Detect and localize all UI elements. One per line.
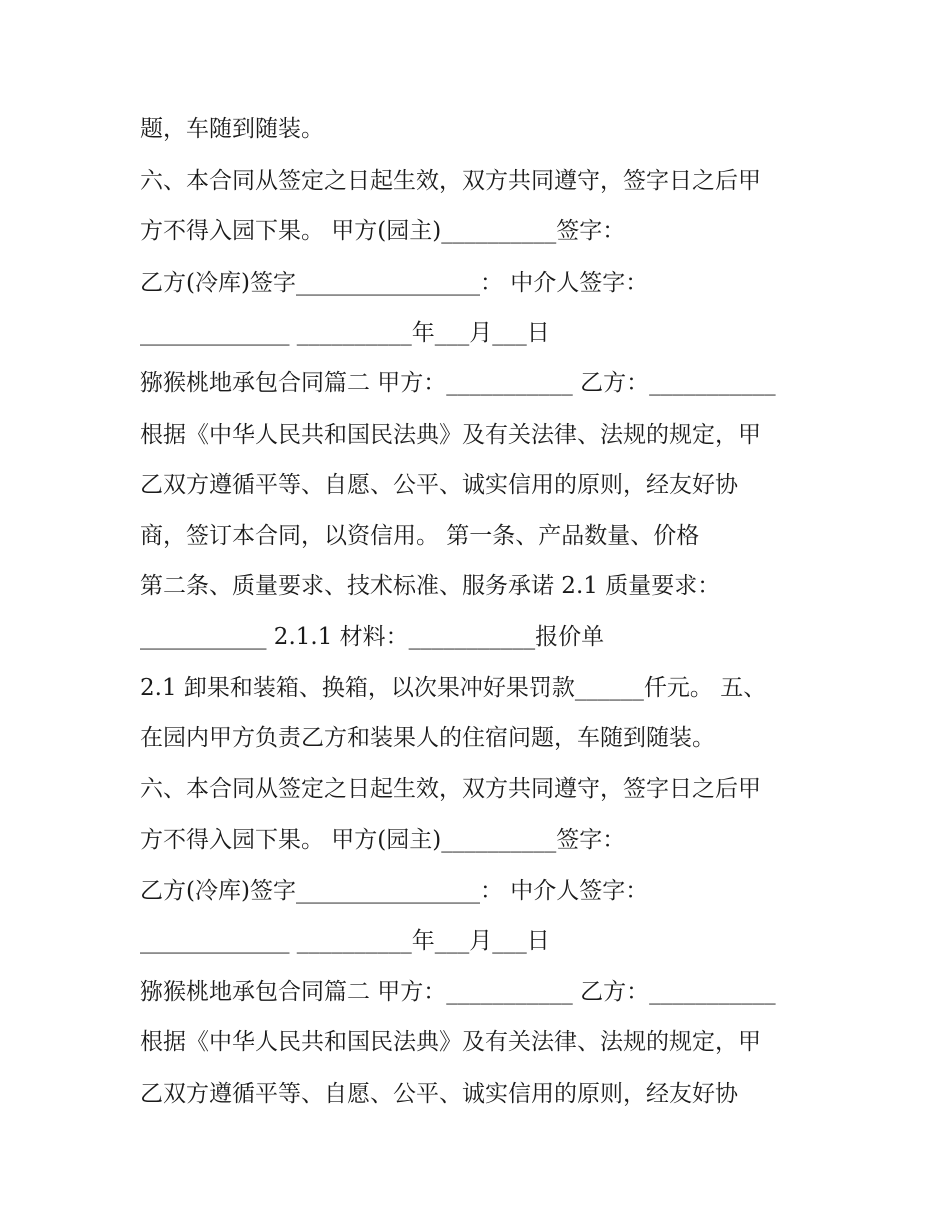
text-line: 商，签订本合同，以资信用。 第一条、产品数量、价格 bbox=[140, 523, 700, 549]
text-line: 方不得入园下果。 甲方(园主)__________签字： bbox=[140, 827, 626, 853]
text-line: 第二条、质量要求、技术标准、服务承诺 2.1 质量要求： bbox=[140, 573, 721, 599]
text-line: 六、本合同从签定之日起生效，双方共同遵守，签字日之后甲 bbox=[140, 168, 761, 194]
text-line: 2.1 卸果和装箱、换箱，以次果冲好果罚款______仟元。 五、 bbox=[140, 675, 767, 701]
text-line: _____________ __________年___月___日 bbox=[140, 320, 550, 346]
text-line: 乙方(冷库)签字________________： 中介人签字： bbox=[140, 270, 649, 296]
text-line: 猕猴桃地承包合同篇二 甲方：___________ 乙方：___________ bbox=[140, 370, 776, 396]
text-line: ___________ 2.1.1 材料：___________报价单 bbox=[140, 624, 605, 650]
text-line: 题，车随到随装。 bbox=[140, 116, 324, 142]
text-line: 根据《中华人民共和国民法典》及有关法律、法规的规定，甲 bbox=[140, 1029, 761, 1055]
text-line: 六、本合同从签定之日起生效，双方共同遵守，签字日之后甲 bbox=[140, 776, 761, 802]
text-line: 乙方(冷库)签字________________： 中介人签字： bbox=[140, 878, 649, 904]
text-line: 乙双方遵循平等、自愿、公平、诚实信用的原则，经友好协 bbox=[140, 1081, 738, 1107]
text-line: 乙双方遵循平等、自愿、公平、诚实信用的原则，经友好协 bbox=[140, 472, 738, 498]
text-line: _____________ __________年___月___日 bbox=[140, 928, 550, 954]
text-line: 在园内甲方负责乙方和装果人的住宿问题，车随到随装。 bbox=[140, 725, 715, 751]
text-line: 根据《中华人民共和国民法典》及有关法律、法规的规定，甲 bbox=[140, 422, 761, 448]
text-line: 猕猴桃地承包合同篇二 甲方：___________ 乙方：___________ bbox=[140, 979, 776, 1005]
text-line: 方不得入园下果。 甲方(园主)__________签字： bbox=[140, 218, 626, 244]
